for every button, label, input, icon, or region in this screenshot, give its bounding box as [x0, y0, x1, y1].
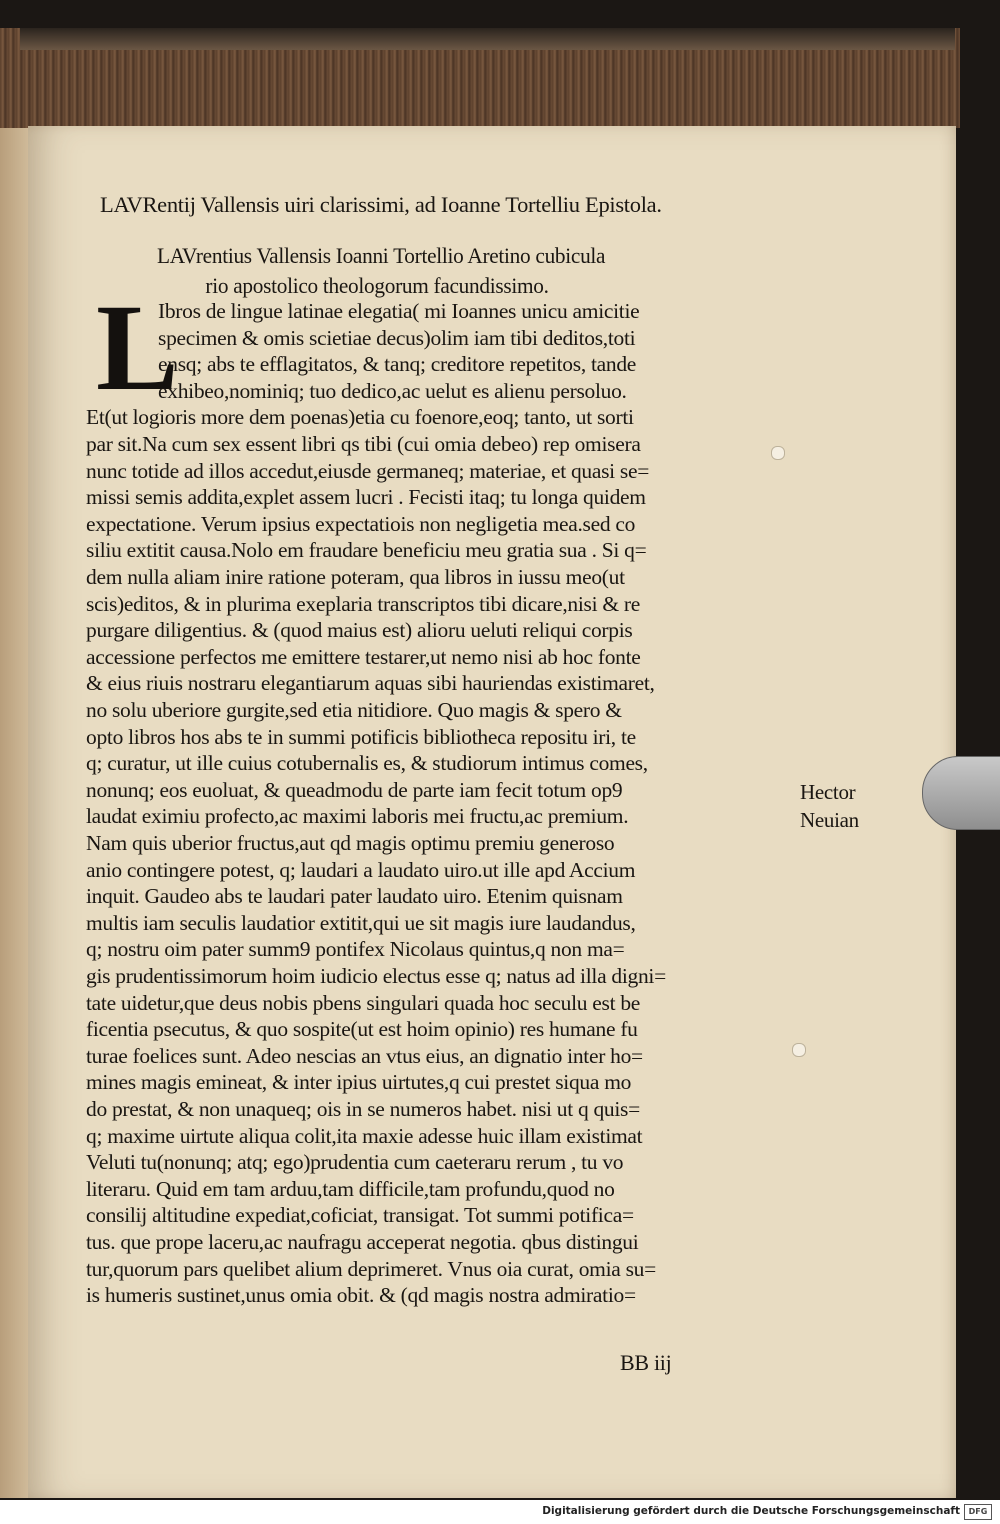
punch-hole	[792, 1043, 806, 1057]
body-line: accessione perfectos me emittere testarer,ut nemo nisi ab hoc fonte	[86, 644, 641, 669]
signature-mark: BB iij	[620, 1350, 672, 1375]
body-line: & eius riuis nostraru elegantiarum aquas sibi hauriendas existimaret,	[86, 671, 655, 696]
letter-salutation	[157, 241, 777, 301]
punch-hole	[771, 446, 785, 460]
body-line: consilij altitudine expediat,coficiat, transigat. Tot summi potifica=	[86, 1203, 634, 1228]
body-line: gis prudentissimorum hoim iudicio electus esse q; natus ad illa digni=	[86, 964, 666, 988]
body-line: mines magis emineat, & inter ipius uirtutes,q cui prestet siqua mo	[86, 1070, 632, 1095]
body-line: tate uidetur,que deus nobis pbens singulari quada hoc seculu est be	[86, 990, 641, 1015]
body-line: Nam quis uberior fructus,aut qd magis optimu premiu generoso	[86, 831, 615, 855]
body-line: tus. que prope laceru,ac naufragu acceperat negotia. qbus distingui	[86, 1230, 639, 1254]
body-line: exhibeo,nominiq; tuo dedico,ac uelut es alienu persoluo.	[158, 378, 627, 403]
body-line: laudat eximiu profecto,ac maximi laboris mei fructu,ac premium.	[86, 804, 629, 829]
body-line: ficentia psecutus, & quo sospite(ut est hoim opinio) res humane fu	[86, 1017, 638, 1042]
body-line: no solu uberiore gurgite,sed etia nitidiore. Quo magis & spero &	[86, 698, 622, 722]
body-line: do prestat, & non unaqueq; ois in se numeros habet. nisi ut q quis=	[86, 1097, 640, 1121]
page-clip	[922, 756, 1000, 830]
body-line: nunc totide ad illos accedut,eiusde germaneq; materiae, et quasi se=	[86, 458, 650, 483]
footer-bar	[0, 1500, 1000, 1524]
body-line: Veluti tu(nonunq; atq; ego)prudentia cum caeteraru rerum , tu vo	[86, 1150, 624, 1175]
body-line: scis)editos, & in plurima exeplaria transcriptos tibi dicare,nisi & re	[86, 591, 640, 616]
dfg-logo-icon: DFG	[964, 1504, 992, 1520]
footer-credit: Digitalisierung gefördert durch die Deutsche Forschungsgemeinschaft	[542, 1505, 960, 1517]
body-line: inquit. Gaudeo abs te laudari pater laudato uiro. Etenim quisnam	[86, 884, 623, 909]
body-line: specimen & omis scietiae decus)olim iam tibi deditos,toti	[158, 325, 636, 350]
body-line: missi semis addita,explet assem lucri . Fecisti itaq; tu longa quidem	[86, 485, 646, 510]
body-line: expectatione. Verum ipsius expectatiois non negligetia mea.sed co	[86, 511, 636, 536]
body-line: literaru. Quid em tam arduu,tam difficile,tam profundu,quod no	[86, 1176, 615, 1201]
body-line: q; nostru oim pater summ9 pontifex Nicolaus quintus,q non ma=	[86, 937, 625, 962]
marginal-note	[800, 778, 859, 834]
book-cover-edge	[20, 28, 955, 50]
body-line: siliu extitit causa.Nolo em fraudare beneficiu meu gratia sua . Si q=	[86, 538, 647, 563]
drop-capital: L	[96, 279, 179, 416]
body-line: turae foelices sunt. Adeo nescias an vtus eius, an dignatio inter ho=	[86, 1043, 643, 1068]
body-line: tur,quorum pars quelibet alium deprimeret. Vnus oia curat, omia su=	[86, 1256, 656, 1281]
body-line: dem nulla aliam inire ratione poteram, qua libros in iussu meo(ut	[86, 565, 625, 589]
body-line: opto libros hos abs te in summi potificis bibliotheca repositu iri, te	[86, 724, 636, 749]
letter-heading: LAVRentij Vallensis uiri clarissimi, ad Ioanne Tortelliu Epistola.	[100, 192, 662, 217]
marginal-note-line-2: Neuian	[800, 808, 859, 832]
body-line: q; maxime uirtute aliqua colit,ita maxie adesse huic illam existimat	[86, 1123, 643, 1148]
marginal-note-line-1: Hector	[800, 780, 856, 804]
body-line: purgare diligentius. & (quod maius est) alioru ueluti reliqui corpis	[86, 618, 633, 643]
body-line: multis iam seculis laudatior extitit,qui ue sit magis iure laudandus,	[86, 910, 636, 935]
salutation-line-1: LAVrentius Vallensis Ioanni Tortellio Aretino cubicula	[157, 243, 606, 268]
body-line: par sit.Na cum sex essent libri qs tibi (cui omia debeo) rep omisera	[86, 432, 641, 456]
body-line: is humeris sustinet,unus omia obit. & (qd magis nostra admiratio=	[86, 1283, 636, 1308]
body-line: ensq; abs te efflagitatos, & tanq; creditore repetitos, tande	[158, 352, 637, 377]
body-line: Ibros de lingue latinae elegatia( mi Ioannes unicu amicitie	[158, 299, 640, 323]
body-line: anio contingere potest, q; laudari a laudato uiro.ut ille apd Accium	[86, 857, 636, 882]
body-line: nonunq; eos euoluat, & queadmodu de parte iam fecit totum op9	[86, 777, 623, 802]
body-line: q; curatur, ut ille cuius cotubernalis es, & studiorum intimus comes,	[86, 751, 648, 776]
body-line: Et(ut logioris more dem poenas)etia cu foenore,eoq; tanto, ut sorti	[86, 405, 634, 430]
salutation-line-2: rio apostolico theologorum facundissimo.	[205, 273, 549, 298]
